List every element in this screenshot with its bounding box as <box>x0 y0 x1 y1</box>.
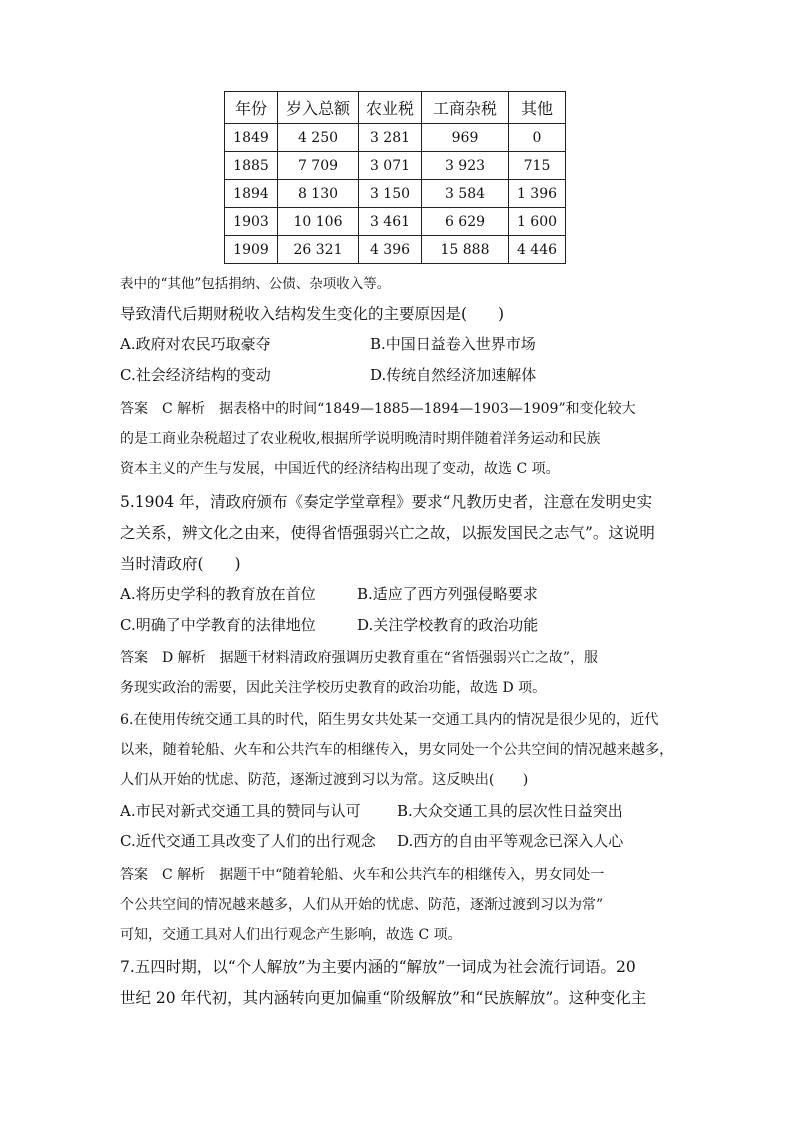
table-cell: 0 <box>509 124 566 152</box>
q5-option-c: C.明确了中学教育的法律地位 <box>120 616 316 634</box>
q7-stem-line: 世纪 20 年代初，其内涵转向更加偏重“阶级解放”和“民族解放”。这种变化主 <box>120 989 647 1007</box>
table-cell: 1 600 <box>509 208 566 236</box>
table-cell: 1 396 <box>509 180 566 208</box>
q6-answer-line: 答案 C 解析 据题干中“随着轮船、火车和公共汽车的相继传入，男女同处一 <box>120 867 605 883</box>
q4-option-d: D.传统自然经济加速解体 <box>370 366 537 384</box>
q5-answer-line: 答案 D 解析 据题干材料清政府强调历史教育重在“省悟强弱兴亡之故”，服 <box>120 650 598 666</box>
q4-answer-line: 的是工商业杂税超过了农业税收,根据所学说明晚清时期伴随着洋务运动和民族 <box>120 431 601 447</box>
q5-stem-line: 5.1904 年，清政府颁布《奏定学堂章程》要求“凡教历史者，注意在发明史实 <box>120 493 653 511</box>
q4-option-b: B.中国日益卷入世界市场 <box>370 335 536 353</box>
q4-answer-line: 资本主义的产生与发展，中国近代的经济结构出现了变动，故选 C 项。 <box>120 461 560 477</box>
table-header: 农业税 <box>359 92 422 124</box>
table-header-row <box>225 92 566 124</box>
table-header: 其他 <box>509 92 566 124</box>
q4-answer-line: 答案 C 解析 据表格中的时间“1849—1885—1894—1903—1909”和变化较大 <box>120 401 636 417</box>
q6-option-b: B.大众交通工具的层次性日益突出 <box>397 802 623 820</box>
table-cell: 3 281 <box>359 124 422 152</box>
table-cell: 10 106 <box>278 208 359 236</box>
q6-stem-line: 6.在使用传统交通工具的时代，陌生男女共处某一交通工具内的情况是很少见的，近代 <box>120 712 659 728</box>
q6-option-c: C.近代交通工具改变了人们的出行观念 <box>120 832 376 850</box>
table-row <box>225 152 566 180</box>
table-cell: 8 130 <box>278 180 359 208</box>
table-cell: 1894 <box>225 180 278 208</box>
table-note: 表中的“其他”包括捐纳、公债、杂项收入等。 <box>120 276 391 292</box>
table-cell: 1885 <box>225 152 278 180</box>
table-cell: 6 629 <box>422 208 509 236</box>
table-cell: 3 071 <box>359 152 422 180</box>
q5-option-d: D.关注学校教育的政治功能 <box>357 616 539 634</box>
table-cell: 4 250 <box>278 124 359 152</box>
q4-option-a: A.政府对农民巧取豪夺 <box>120 335 271 353</box>
table-header: 工商杂税 <box>422 92 509 124</box>
q5-answer-line: 务现实政治的需要，因此关注学校历史教育的政治功能，故选 D 项。 <box>120 680 547 696</box>
q6-answer-line: 可知，交通工具对人们出行观念产生影响，故选 C 项。 <box>120 927 462 943</box>
table-cell: 3 461 <box>359 208 422 236</box>
q4-option-c: C.社会经济结构的变动 <box>120 366 271 384</box>
table-cell: 26 321 <box>278 236 359 264</box>
table-row <box>225 180 566 208</box>
q5-option-a: A.将历史学科的教育放在首位 <box>120 585 316 603</box>
table-row <box>225 124 566 152</box>
table-row <box>225 208 566 236</box>
q5-option-b: B.适应了西方列强侵略要求 <box>357 585 538 603</box>
q5-stem-line: 当时清政府( ) <box>120 555 241 573</box>
q6-option-d: D.西方的自由平等观念已深入人心 <box>397 832 624 850</box>
table-cell: 4 446 <box>509 236 566 264</box>
q6-stem-line: 人们从开始的忧虑、防范，逐渐过渡到习以为常。这反映出( ) <box>120 772 529 788</box>
q6-option-a: A.市民对新式交通工具的赞同与认可 <box>120 802 361 820</box>
q4-stem: 导致清代后期财税收入结构发生变化的主要原因是( ) <box>120 305 505 323</box>
q5-stem-line: 之关系，辨文化之由来，使得省悟强弱兴亡之故，以振发国民之志气”。这说明 <box>120 524 655 542</box>
q6-stem-line: 以来，随着轮船、火车和公共汽车的相继传入，男女同处一个公共空间的情况越来越多， <box>120 742 674 758</box>
revenue-table <box>224 91 566 264</box>
table-cell: 4 396 <box>359 236 422 264</box>
table-cell: 15 888 <box>422 236 509 264</box>
table-cell: 1849 <box>225 124 278 152</box>
table-row <box>225 236 566 264</box>
table-cell: 3 150 <box>359 180 422 208</box>
table-cell: 1909 <box>225 236 278 264</box>
table-cell: 715 <box>509 152 566 180</box>
q7-stem-line: 7.五四时期，以“个人解放”为主要内涵的“解放”一词成为社会流行词语。20 <box>120 958 636 976</box>
table-cell: 1903 <box>225 208 278 236</box>
q6-answer-line: 个公共空间的情况越来越多，人们从开始的忧虑、防范，逐渐过渡到习以为常” <box>120 897 604 913</box>
table-cell: 7 709 <box>278 152 359 180</box>
table-cell: 969 <box>422 124 509 152</box>
table-header: 年份 <box>225 92 278 124</box>
table-cell: 3 584 <box>422 180 509 208</box>
table-header: 岁入总额 <box>278 92 359 124</box>
table-cell: 3 923 <box>422 152 509 180</box>
